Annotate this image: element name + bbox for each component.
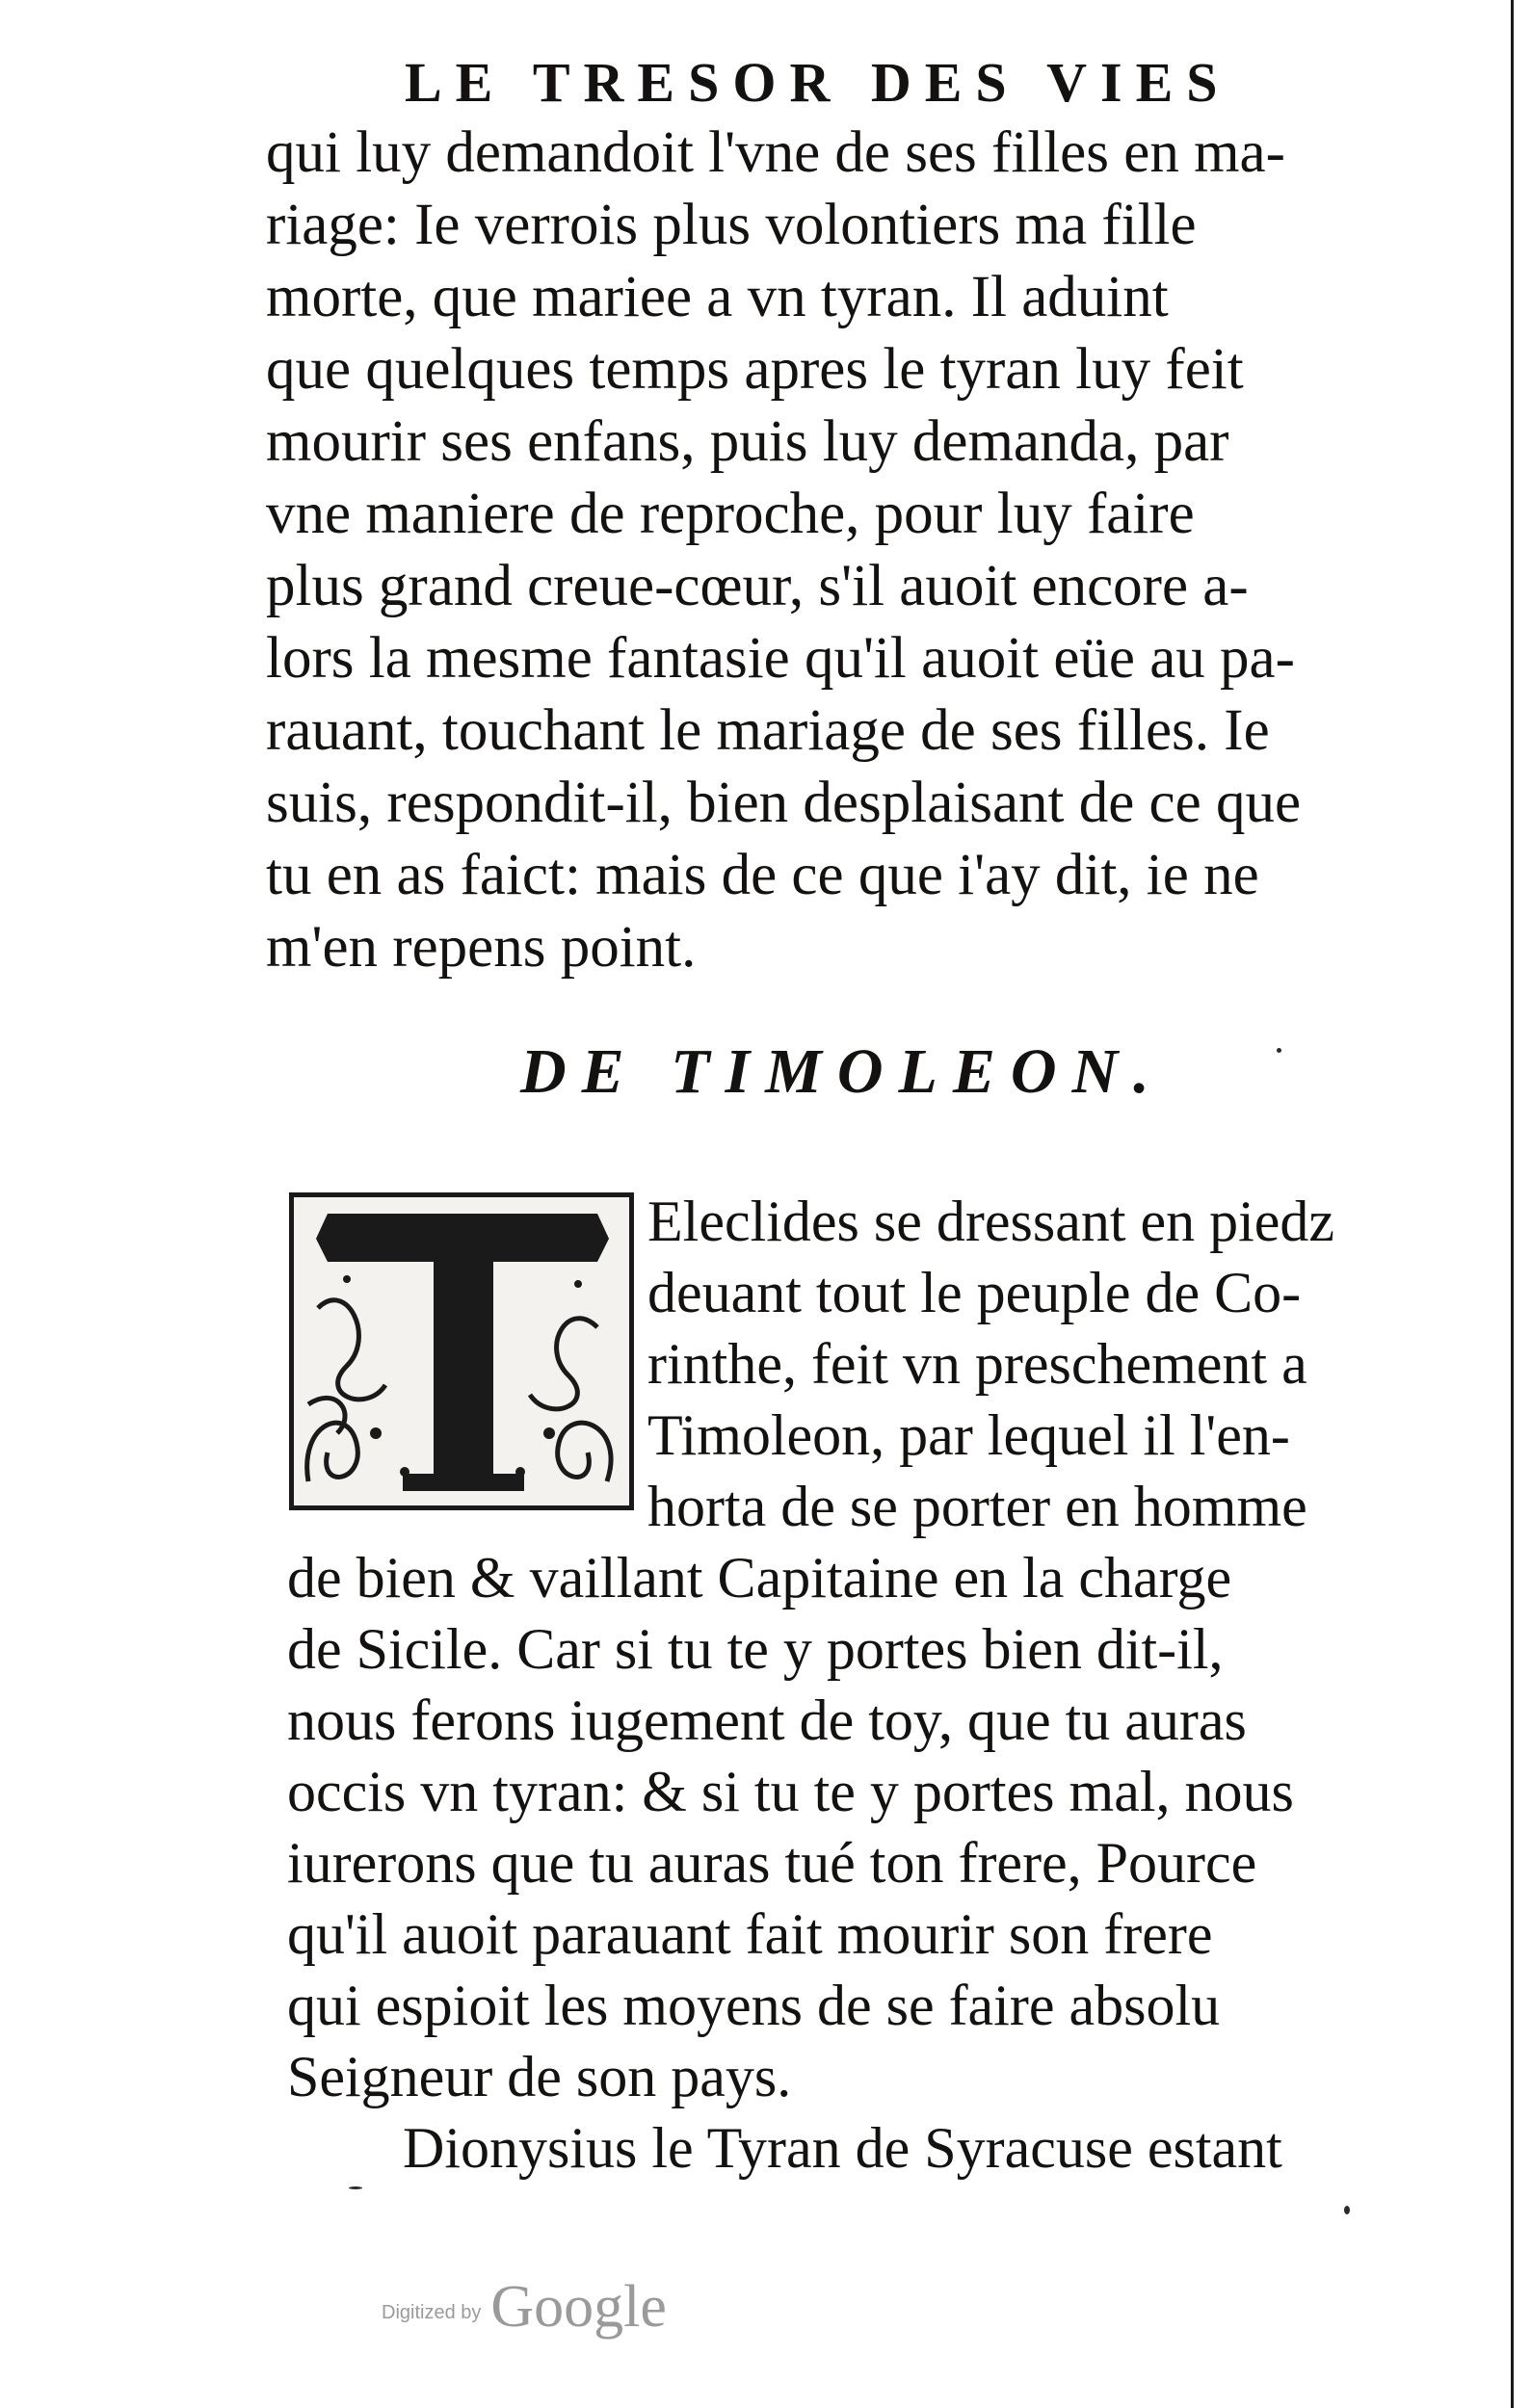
text-line: Eleclides se dressant en piedz	[647, 1190, 1335, 1253]
text-line: occis vn tyran: & si tu te y portes mal, nous	[287, 1760, 1294, 1823]
text-line: Seigneur de son pays.	[287, 2045, 792, 2108]
text-line: de bien & vaillant Capitaine en la charge	[287, 1546, 1232, 1610]
text-line: iurerons que tu auras tué ton frere, Pource	[287, 1831, 1257, 1895]
text-line: deuant tout le peuple de Co-	[647, 1261, 1302, 1324]
text-line: de Sicile. Car si tu te y portes bien dit-il,	[287, 1617, 1224, 1681]
ink-speck	[1344, 2206, 1350, 2214]
digitized-by-text: Digitized by	[382, 2302, 482, 2323]
running-title: LE TRESOR DES VIES	[405, 51, 1231, 114]
text-line: Dionysius le Tyran de Syracuse estant	[403, 2116, 1282, 2180]
text-line: horta de se porter en homme	[647, 1475, 1307, 1538]
text-line: qui espioit les moyens de se faire absolu	[287, 1974, 1221, 2037]
text-line: mourir ses enfans, puis luy demanda, par	[266, 409, 1229, 474]
digitization-watermark	[382, 2273, 667, 2342]
text-line: morte, que mariee a vn tyran. Il aduint	[266, 265, 1169, 329]
section-heading: DE TIMOLEON.	[520, 1036, 1165, 1107]
drop-cap-letter: T	[462, 1462, 464, 1463]
text-line: m'en repens point.	[266, 915, 697, 980]
google-wordmark: Google	[490, 2274, 667, 2340]
text-line: vne maniere de reproche, pour luy faire	[266, 482, 1195, 546]
text-line: suis, respondit-il, bien desplaisant de ce que	[266, 771, 1302, 835]
page-edge-rule	[1511, 0, 1514, 2408]
text-line: tu en as faict: mais de ce que i'ay dit, ie ne	[266, 843, 1259, 907]
text-line: nous ferons iugement de toy, que tu auras	[287, 1688, 1247, 1752]
text-line: Timoleon, par lequel il l'en-	[647, 1403, 1290, 1467]
text-line: rauant, touchant le mariage de ses filles. Ie	[266, 698, 1270, 763]
text-line: plus grand creue-cœur, s'il auoit encore a-	[266, 554, 1249, 618]
text-line: qu'il auoit parauant fait mourir son frere	[287, 1902, 1213, 1966]
text-line: que quelques temps apres le tyran luy feit	[266, 337, 1244, 402]
text-line: qui luy demandoit l'vne de ses filles en ma-	[266, 120, 1285, 185]
text-line: rinthe, feit vn preschement a	[647, 1332, 1307, 1396]
ink-speck	[1277, 1048, 1281, 1053]
text-line: lors la mesme fantasie qu'il auoit eüe au pa-	[266, 626, 1295, 691]
ink-speck	[349, 2186, 362, 2189]
ornamental-initial-t	[289, 1192, 634, 1510]
text-line: riage: Ie verrois plus volontiers ma fille	[266, 193, 1197, 257]
